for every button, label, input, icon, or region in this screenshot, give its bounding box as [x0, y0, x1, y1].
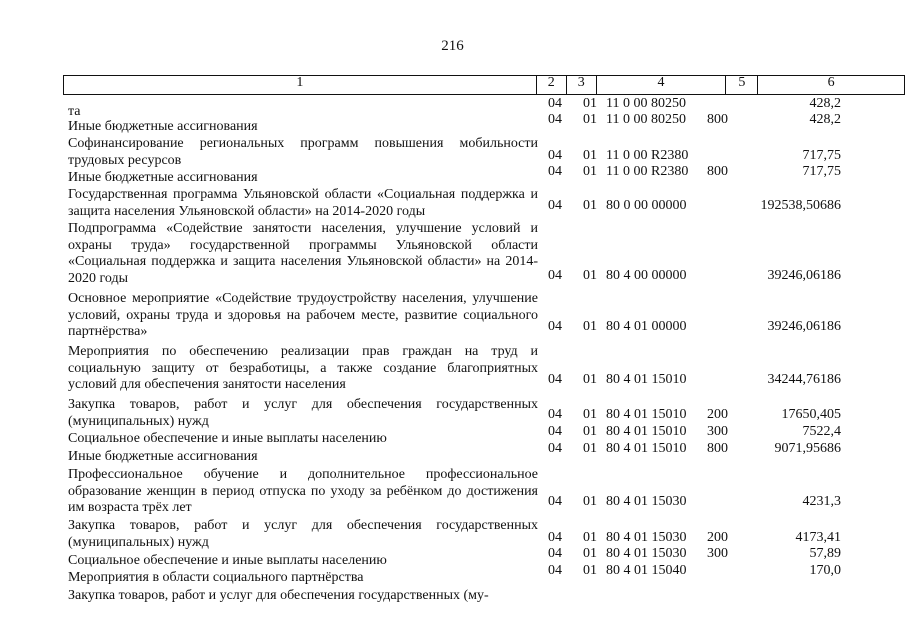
column-header-6: 6 — [758, 76, 905, 95]
row-target-code: 80 4 01 15010 — [606, 407, 687, 422]
row-description: Социальное обеспечение и иные выплаты населению — [68, 431, 387, 446]
row-expense-type: 200 — [707, 407, 728, 422]
row-description: Мероприятия по обеспечению реализации прав граждан на труд и социальную защиту от безработицы, а также создание благоприятных условий для обеспечения занятости населения — [68, 344, 538, 392]
row-amount: 192538,50686 — [760, 198, 841, 213]
row-subsection: 01 — [583, 563, 597, 578]
row-target-code: 80 4 01 15030 — [606, 546, 687, 561]
row-target-code: 80 4 00 00000 — [606, 268, 687, 283]
row-section: 04 — [548, 530, 562, 545]
column-header-5: 5 — [726, 76, 758, 95]
row-subsection: 01 — [583, 268, 597, 283]
row-section: 04 — [548, 148, 562, 163]
row-target-code: 11 0 00 R2380 — [606, 148, 689, 163]
row-description: Иные бюджетные ассигнования — [68, 119, 258, 134]
row-target-code: 80 4 01 15030 — [606, 494, 687, 509]
row-expense-type: 300 — [707, 424, 728, 439]
row-expense-type: 200 — [707, 530, 728, 545]
row-target-code: 80 4 01 00000 — [606, 319, 687, 334]
row-subsection: 01 — [583, 148, 597, 163]
row-section: 04 — [548, 372, 562, 387]
row-target-code: 11 0 00 80250 — [606, 96, 686, 111]
row-section: 04 — [548, 96, 562, 111]
row-section: 04 — [548, 546, 562, 561]
row-target-code: 11 0 00 R2380 — [606, 164, 689, 179]
row-section: 04 — [548, 407, 562, 422]
row-amount: 717,75 — [802, 148, 841, 163]
row-target-code: 80 4 01 15040 — [606, 563, 687, 578]
row-description: Подпрограмма «Содействие занятости населения, улучшение условий и охраны труда» государственной программы Ульяновской области «Социальная поддержка и защита населения Ульяновской области» на 2014-2020 годы — [68, 221, 538, 286]
row-subsection: 01 — [583, 546, 597, 561]
row-description: Софинансирование региональных программ повышения мобильности трудовых ресурсов — [68, 136, 538, 168]
row-description: Закупка товаров, работ и услуг для обеспечения государственных (муниципальных) нужд — [68, 397, 538, 429]
row-description: Мероприятия в области социального партнёрства — [68, 570, 364, 585]
row-amount: 34244,76186 — [767, 372, 841, 387]
row-description: та — [68, 104, 81, 119]
row-subsection: 01 — [583, 198, 597, 213]
row-description: Иные бюджетные ассигнования — [68, 170, 258, 185]
row-description: Основное мероприятие «Содействие трудоустройству населения, улучшение условий, охраны труда и здоровья на рабочем месте, развитие социального партнёрства» — [68, 291, 538, 339]
row-subsection: 01 — [583, 319, 597, 334]
row-subsection: 01 — [583, 372, 597, 387]
column-header-3: 3 — [566, 76, 596, 95]
row-target-code: 80 0 00 00000 — [606, 198, 687, 213]
column-header-4: 4 — [596, 76, 726, 95]
row-subsection: 01 — [583, 164, 597, 179]
row-subsection: 01 — [583, 424, 597, 439]
row-section: 04 — [548, 164, 562, 179]
row-expense-type: 800 — [707, 112, 728, 127]
row-section: 04 — [548, 319, 562, 334]
row-target-code: 80 4 01 15010 — [606, 424, 687, 439]
row-expense-type: 800 — [707, 164, 728, 179]
row-subsection: 01 — [583, 112, 597, 127]
row-section: 04 — [548, 268, 562, 283]
row-amount: 39246,06186 — [767, 268, 841, 283]
row-subsection: 01 — [583, 407, 597, 422]
row-amount: 4231,3 — [802, 494, 841, 509]
row-amount: 57,89 — [809, 546, 841, 561]
row-subsection: 01 — [583, 530, 597, 545]
row-section: 04 — [548, 112, 562, 127]
row-amount: 4173,41 — [795, 530, 841, 545]
row-section: 04 — [548, 424, 562, 439]
row-description: Государственная программа Ульяновской области «Социальная поддержка и защита населения Ульяновской области» на 2014-2020 годы — [68, 187, 538, 219]
row-description: Закупка товаров, работ и услуг для обеспечения государственных (муниципальных) нужд — [68, 518, 538, 550]
row-subsection: 01 — [583, 96, 597, 111]
row-amount: 17650,405 — [781, 407, 841, 422]
row-target-code: 80 4 01 15010 — [606, 441, 687, 456]
row-target-code: 11 0 00 80250 — [606, 112, 686, 127]
row-description: Иные бюджетные ассигнования — [68, 449, 258, 464]
row-subsection: 01 — [583, 441, 597, 456]
row-amount: 39246,06186 — [767, 319, 841, 334]
row-target-code: 80 4 01 15030 — [606, 530, 687, 545]
row-section: 04 — [548, 441, 562, 456]
row-subsection: 01 — [583, 494, 597, 509]
row-amount: 428,2 — [809, 96, 841, 111]
row-amount: 428,2 — [809, 112, 841, 127]
row-amount: 170,0 — [809, 563, 841, 578]
row-target-code: 80 4 01 15010 — [606, 372, 687, 387]
row-expense-type: 800 — [707, 441, 728, 456]
row-amount: 7522,4 — [802, 424, 841, 439]
row-section: 04 — [548, 563, 562, 578]
row-section: 04 — [548, 198, 562, 213]
row-expense-type: 300 — [707, 546, 728, 561]
row-description: Профессиональное обучение и дополнительное профессиональное образование женщин в период отпуска по уходу за ребёнком до достижения им возраста трёх лет — [68, 467, 538, 515]
page-number: 216 — [441, 38, 464, 54]
column-header-1: 1 — [64, 76, 537, 95]
row-amount: 717,75 — [802, 164, 841, 179]
row-amount: 9071,95686 — [774, 441, 841, 456]
row-description: Социальное обеспечение и иные выплаты населению — [68, 553, 387, 568]
row-section: 04 — [548, 494, 562, 509]
row-description: Закупка товаров, работ и услуг для обеспечения государственных (му- — [68, 588, 489, 603]
column-header-2: 2 — [536, 76, 566, 95]
